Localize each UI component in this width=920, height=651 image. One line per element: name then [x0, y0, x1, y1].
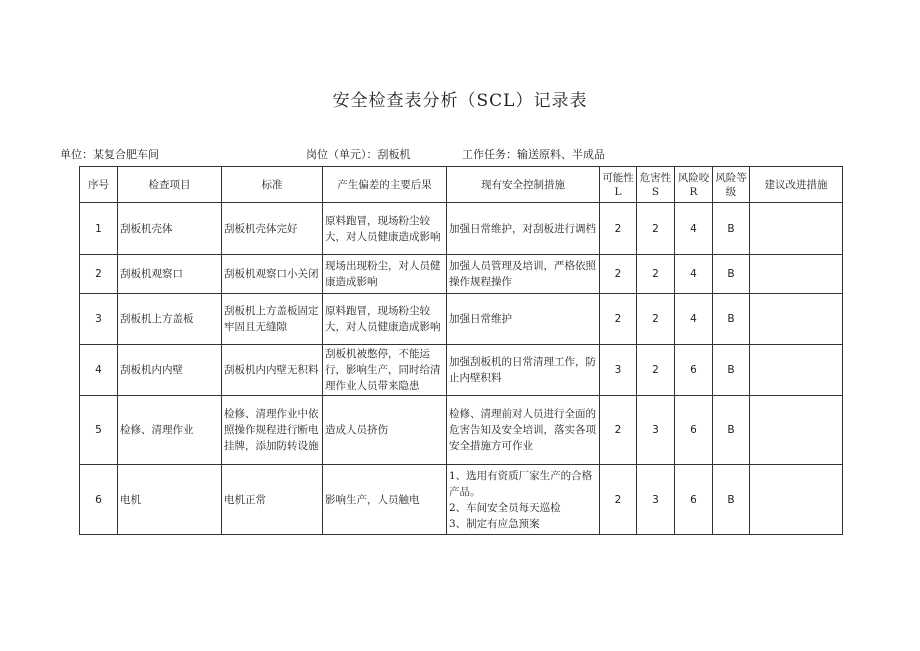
- row-no: 5: [80, 396, 118, 465]
- row-measures: [447, 345, 600, 396]
- measure-line: 加强人员管理及培训，严格依照操作规程操作: [449, 260, 596, 288]
- row-standard: 刮板机内内壁无积料: [222, 345, 323, 396]
- row-likelihood: 2: [600, 396, 637, 465]
- row-grade: B: [713, 294, 750, 345]
- row-suggest: [750, 465, 843, 535]
- table-row: [80, 203, 843, 255]
- row-suggest: [750, 203, 843, 255]
- table-row: [80, 255, 843, 294]
- header-measures: 现有安全控制措施: [447, 167, 600, 203]
- row-item: 刮板机内内壁: [118, 345, 222, 396]
- row-risk: 6: [675, 465, 713, 535]
- row-risk: 4: [675, 203, 713, 255]
- scl-table: [79, 166, 843, 535]
- row-risk: 6: [675, 396, 713, 465]
- row-consequence: 原料跑冒，现场粉尘较大，对人员健康造成影响: [323, 203, 447, 255]
- row-severity: 2: [637, 255, 675, 294]
- row-grade: B: [713, 465, 750, 535]
- measure-line: 加强刮板机的日常清理工作，防止内壁积料: [449, 356, 596, 384]
- row-item: 检修、清理作业: [118, 396, 222, 465]
- row-consequence: 原料跑冒，现场粉尘较大，对人员健康造成影响: [323, 294, 447, 345]
- table-header-row: [80, 167, 843, 203]
- header-consequence: 产生偏差的主要后果: [323, 167, 447, 203]
- header-likelihood: 可能性 L: [600, 167, 637, 203]
- row-suggest: [750, 294, 843, 345]
- row-no: 1: [80, 203, 118, 255]
- unit-label: 单位：某复合肥车间: [60, 148, 159, 161]
- header-no: 序号: [80, 167, 118, 203]
- table-row: [80, 465, 843, 535]
- table-row: [80, 345, 843, 396]
- header-severity: 危害性 S: [637, 167, 675, 203]
- header-grade: 风险等 级: [713, 167, 750, 203]
- row-no: 3: [80, 294, 118, 345]
- row-risk: 4: [675, 294, 713, 345]
- row-likelihood: 2: [600, 203, 637, 255]
- header-suggest: 建议改进措施: [750, 167, 843, 203]
- row-consequence: 现场出现粉尘，对人员健康造成影响: [323, 255, 447, 294]
- row-item: 刮板机壳体: [118, 203, 222, 255]
- row-severity: 3: [637, 396, 675, 465]
- measure-line: 加强日常维护: [449, 313, 512, 325]
- measure-line: 检修、清理前对人员进行全面的危害告知及安全培训，落实各项安全措施方可作业: [449, 408, 596, 452]
- measure-line: 3、制定有应急预案: [449, 517, 540, 530]
- row-likelihood: 2: [600, 465, 637, 535]
- row-standard: 刮板机壳体完好: [222, 203, 323, 255]
- row-suggest: [750, 396, 843, 465]
- row-consequence: 刮板机被憋停，不能运行，影响生产，同时给清理作业人员带来隐患: [323, 345, 447, 396]
- task-label: 工作任务：输送原料、半成品: [462, 148, 605, 161]
- row-suggest: [750, 345, 843, 396]
- row-consequence: 造成人员挤伤: [323, 396, 447, 465]
- row-measures: [447, 396, 600, 465]
- row-standard: 电机正常: [222, 465, 323, 535]
- page-title: 安全检查表分析（SCL）记录表: [332, 91, 588, 111]
- table-row: [80, 294, 843, 345]
- row-likelihood: 2: [600, 294, 637, 345]
- row-standard: 刮板机观察口小关闭: [222, 255, 323, 294]
- row-no: 4: [80, 345, 118, 396]
- row-no: 6: [80, 465, 118, 535]
- row-consequence: 影响生产，人员触电: [323, 465, 447, 535]
- header-standard: 标准: [222, 167, 323, 203]
- row-grade: B: [713, 255, 750, 294]
- row-severity: 2: [637, 345, 675, 396]
- header-risk: 风险咬 R: [675, 167, 713, 203]
- row-likelihood: 2: [600, 255, 637, 294]
- row-likelihood: 3: [600, 345, 637, 396]
- row-no: 2: [80, 255, 118, 294]
- row-measures: [447, 465, 600, 535]
- row-measures: [447, 203, 600, 255]
- row-measures: [447, 255, 600, 294]
- row-item: 刮板机观察口: [118, 255, 222, 294]
- row-standard: 检修、清理作业中依照操作规程进行断电挂牌，添加防转设施: [222, 396, 323, 465]
- row-severity: 2: [637, 203, 675, 255]
- post-label: 岗位（单元）：刮板机: [306, 148, 411, 161]
- row-severity: 3: [637, 465, 675, 535]
- table-row: [80, 396, 843, 465]
- row-measures: [447, 294, 600, 345]
- row-grade: B: [713, 345, 750, 396]
- header-item: 检查项目: [118, 167, 222, 203]
- measure-line: 加强日常维护，对刮板进行调档: [449, 222, 596, 235]
- row-risk: 4: [675, 255, 713, 294]
- row-item: 刮板机上方盖板: [118, 294, 222, 345]
- measure-line: 1、选用有资质厂家生产的合格产品。: [449, 469, 593, 498]
- row-risk: 6: [675, 345, 713, 396]
- measure-line: 2、车间安全员每天巡检: [449, 501, 561, 514]
- row-item: 电机: [118, 465, 222, 535]
- row-grade: B: [713, 203, 750, 255]
- row-standard: 刮板机上方盖板固定牢固且无缝隙: [222, 294, 323, 345]
- row-grade: B: [713, 396, 750, 465]
- row-severity: 2: [637, 294, 675, 345]
- row-suggest: [750, 255, 843, 294]
